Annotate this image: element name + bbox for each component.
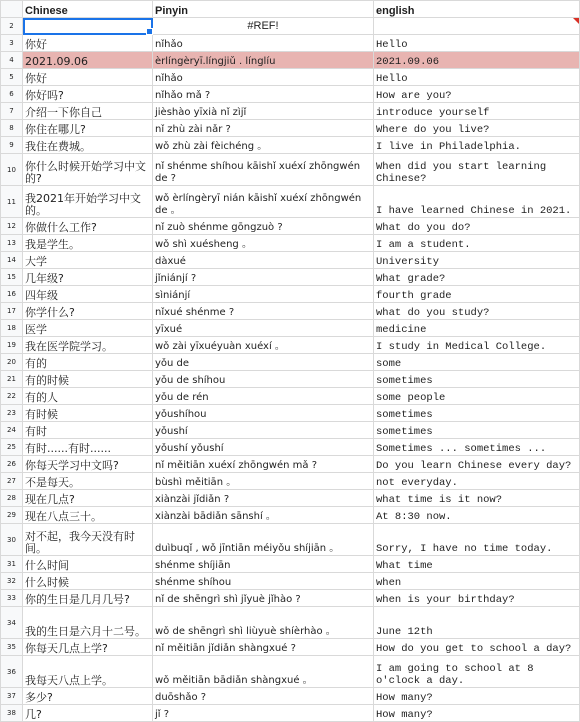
cell-english[interactable]: some [374,354,580,371]
cell-chinese[interactable]: 不是每天。 [23,473,153,490]
table-row [1,154,580,186]
header-row [1,1,580,18]
table-row [1,422,580,439]
cell-chinese[interactable]: 什么时间 [23,556,153,573]
cell-chinese[interactable]: 大学 [23,252,153,269]
cell-chinese[interactable]: 什么时候 [23,573,153,590]
table-row [1,405,580,422]
table-row [1,303,580,320]
cell-pinyin[interactable]: shénme shíhou [153,573,374,590]
cell-pinyin[interactable]: wǒ zhù zài fèichéng 。 [153,137,374,154]
table-row [1,473,580,490]
table-row [1,86,580,103]
row-number[interactable]: 26 [1,456,23,473]
table-row [1,573,580,590]
table-row [1,388,580,405]
error-indicator-cell[interactable] [374,18,580,35]
table-row [1,35,580,52]
row-number[interactable]: 38 [1,705,23,722]
cell-english[interactable]: Sorry, I have no time today. [374,524,580,556]
cell-pinyin[interactable]: wǒ èrlíngèryī nián kāishǐ xuéxí zhōngwén de 。 [153,186,374,218]
row-number[interactable]: 37 [1,688,23,705]
cell-pinyin[interactable]: jǐniánjí ? [153,269,374,286]
table-row [1,235,580,252]
cell-english[interactable]: I live in Philadelphia. [374,137,580,154]
cell-pinyin[interactable]: xiànzài jǐdiǎn ? [153,490,374,507]
row-number[interactable]: 18 [1,320,23,337]
cell-chinese[interactable]: 你学什么? [23,303,153,320]
cell-pinyin[interactable]: nǐ zhù zài nǎr ? [153,120,374,137]
cell-english[interactable]: What grade? [374,269,580,286]
row-number[interactable]: 36 [1,656,23,688]
table-row [1,456,580,473]
table-row [1,269,580,286]
cell-english[interactable]: At 8:30 now. [374,507,580,524]
table-row [1,103,580,120]
row-number[interactable]: 33 [1,590,23,607]
cell-pinyin[interactable]: yīxué [153,320,374,337]
cell-chinese[interactable]: 介绍一下你自己 [23,103,153,120]
row-number[interactable]: 28 [1,490,23,507]
row-number[interactable]: 15 [1,269,23,286]
row-number[interactable]: 34 [1,607,23,639]
cell-english[interactable]: I am going to school at 8 o'clock a day. [374,656,580,688]
cell-pinyin[interactable]: nǐ de shēngrì shì jǐyuè jǐhào ? [153,590,374,607]
column-header-pinyin[interactable]: Pinyin [153,1,374,18]
cell-english[interactable]: What time [374,556,580,573]
table-row [1,137,580,154]
table-row [1,556,580,573]
cell-pinyin[interactable]: dàxué [153,252,374,269]
row-number[interactable]: 17 [1,303,23,320]
table-row [1,186,580,218]
table-row [1,705,580,722]
cell-pinyin[interactable]: nǐ měitiān jǐdiǎn shàngxué ? [153,639,374,656]
row-number[interactable]: 29 [1,507,23,524]
cell-english[interactable]: sometimes [374,422,580,439]
cell-pinyin[interactable]: yǒushí yǒushí [153,439,374,456]
cell-chinese[interactable]: 我在医学院学习。 [23,337,153,354]
row-number[interactable]: 4 [1,52,23,69]
cell-english[interactable]: when is your birthday? [374,590,580,607]
cell-chinese[interactable]: 我每天八点上学。 [23,656,153,688]
cell-english[interactable]: How are you? [374,86,580,103]
cell-english[interactable]: University [374,252,580,269]
cell-chinese[interactable]: 几? [23,705,153,722]
cell-chinese[interactable]: 四年级 [23,286,153,303]
cell-pinyin[interactable]: duìbuqǐ , wǒ jīntiān méiyǒu shíjiān 。 [153,524,374,556]
cell-pinyin[interactable]: yǒu de [153,354,374,371]
cell-chinese[interactable]: 你好吗? [23,86,153,103]
row-number[interactable]: 19 [1,337,23,354]
row-number[interactable]: 30 [1,524,23,556]
cell-chinese[interactable]: 我是学生。 [23,235,153,252]
row-number[interactable]: 20 [1,354,23,371]
row-number[interactable]: 31 [1,556,23,573]
cell-pinyin[interactable]: wǒ měitiān bādiǎn shàngxué 。 [153,656,374,688]
cell-chinese[interactable]: 现在几点? [23,490,153,507]
cell-chinese[interactable]: 有时 [23,422,153,439]
cell-english[interactable]: 2021.09.06 [374,52,580,69]
table-row [1,69,580,86]
row-number[interactable]: 13 [1,235,23,252]
row-number[interactable]: 23 [1,405,23,422]
cell-chinese[interactable]: 有时......有时...... [23,439,153,456]
cell-english[interactable]: I study in Medical College. [374,337,580,354]
cell-chinese[interactable]: 有的 [23,354,153,371]
row-number[interactable]: 5 [1,69,23,86]
cell-pinyin[interactable]: nǐ měitiān xuéxí zhōngwén mǎ ? [153,456,374,473]
cell-pinyin[interactable]: yǒu de rén [153,388,374,405]
cell-english[interactable]: when [374,573,580,590]
row-number[interactable]: 11 [1,186,23,218]
cell-pinyin[interactable]: nǐhǎo [153,69,374,86]
cell-pinyin[interactable]: wǒ shì xuésheng 。 [153,235,374,252]
row-number[interactable]: 21 [1,371,23,388]
row-number[interactable] [1,1,23,18]
cell-english[interactable]: I have learned Chinese in 2021. [374,186,580,218]
cell-english[interactable]: Where do you live? [374,120,580,137]
cell-english[interactable]: Sometimes ... sometimes ... [374,439,580,456]
cell-chinese[interactable]: 你做什么工作? [23,218,153,235]
row-number[interactable]: 27 [1,473,23,490]
cell-chinese[interactable]: 你好 [23,35,153,52]
cell-english[interactable]: How do you get to school a day? [374,639,580,656]
cell-english[interactable]: Hello [374,69,580,86]
cell-english[interactable]: sometimes [374,405,580,422]
table-row [1,524,580,556]
cell-pinyin[interactable]: duōshǎo ? [153,688,374,705]
cell-pinyin[interactable]: jièshào yīxià nǐ zìjǐ [153,103,374,120]
table-row [1,607,580,639]
cell-pinyin[interactable]: wǒ de shēngrì shì liùyuè shíèrhào 。 [153,607,374,639]
table-row [1,320,580,337]
cell-english[interactable]: What do you do? [374,218,580,235]
cell-pinyin[interactable]: nǐ shénme shíhou kāishǐ xuéxí zhōngwén de ? [153,154,374,186]
table-row [1,354,580,371]
cell-english[interactable]: When did you start learning Chinese? [374,154,580,186]
cell-chinese[interactable]: 2021.09.06 [23,52,153,69]
row-number[interactable]: 24 [1,422,23,439]
cell-english[interactable]: I am a student. [374,235,580,252]
table-row [1,688,580,705]
cell-english[interactable]: fourth grade [374,286,580,303]
cell-chinese[interactable]: 有的人 [23,388,153,405]
cell-english[interactable]: Hello [374,35,580,52]
row-number[interactable]: 35 [1,639,23,656]
row-number[interactable]: 2 [1,18,23,35]
cell-english[interactable]: medicine [374,320,580,337]
cell-english[interactable]: some people [374,388,580,405]
cell-chinese[interactable]: 你每天几点上学? [23,639,153,656]
row-number[interactable]: 22 [1,388,23,405]
row-number[interactable]: 14 [1,252,23,269]
row-number[interactable]: 16 [1,286,23,303]
cell-pinyin[interactable]: nǐ zuò shénme gōngzuò ? [153,218,374,235]
row-number[interactable]: 12 [1,218,23,235]
selected-cell[interactable] [23,18,153,35]
cell-pinyin[interactable]: nǐhǎo mǎ ? [153,86,374,103]
table-row [1,639,580,656]
cell-english[interactable]: How many? [374,705,580,722]
cell-english[interactable]: not everyday. [374,473,580,490]
error-indicator-icon [573,18,579,24]
cell-pinyin[interactable]: sìniánjí [153,286,374,303]
cell-pinyin[interactable]: yǒushíhou [153,405,374,422]
cell-pinyin[interactable]: èrlíngèryī.língjiǔ . línglíu [153,52,374,69]
cell-english[interactable]: How many? [374,688,580,705]
row-number[interactable]: 9 [1,137,23,154]
cell-pinyin[interactable]: wǒ zài yīxuéyuàn xuéxí 。 [153,337,374,354]
cell-chinese[interactable]: 我的生日是六月十二号。 [23,607,153,639]
table-row [1,52,580,69]
cell-chinese[interactable]: 你什么时候开始学习中文的? [23,154,153,186]
cell-english[interactable]: sometimes [374,371,580,388]
cell-chinese[interactable]: 你住在哪儿? [23,120,153,137]
cell-pinyin[interactable]: shénme shíjiān [153,556,374,573]
cell-chinese[interactable]: 我2021年开始学习中文的。 [23,186,153,218]
ref-error-cell[interactable]: #REF! [153,18,374,35]
cell-english[interactable]: introduce yourself [374,103,580,120]
cell-chinese[interactable]: 你好 [23,69,153,86]
table-row [1,439,580,456]
cell-chinese[interactable]: 几年级? [23,269,153,286]
ref-row [1,18,580,35]
table-row [1,490,580,507]
cell-pinyin[interactable]: jǐ ? [153,705,374,722]
cell-chinese[interactable]: 有时候 [23,405,153,422]
cell-pinyin[interactable]: bùshì měitiān 。 [153,473,374,490]
cell-pinyin[interactable]: yǒu de shíhou [153,371,374,388]
cell-chinese[interactable]: 你的生日是几月几号? [23,590,153,607]
table-row [1,656,580,688]
cell-chinese[interactable]: 医学 [23,320,153,337]
cell-english[interactable]: what time is it now? [374,490,580,507]
table-row [1,286,580,303]
cell-english[interactable]: Do you learn Chinese every day? [374,456,580,473]
cell-pinyin[interactable]: nǐxué shénme ? [153,303,374,320]
cell-chinese[interactable]: 你每天学习中文吗? [23,456,153,473]
cell-chinese[interactable]: 对不起，我今天没有时间。 [23,524,153,556]
table-row [1,120,580,137]
table-row [1,252,580,269]
cell-chinese[interactable]: 多少? [23,688,153,705]
table-row [1,218,580,235]
table-row [1,371,580,388]
cell-pinyin[interactable]: xiànzài bādiǎn sānshí 。 [153,507,374,524]
row-number[interactable]: 25 [1,439,23,456]
table-row [1,507,580,524]
table-row [1,590,580,607]
cell-chinese[interactable]: 我住在费城。 [23,137,153,154]
row-number[interactable]: 10 [1,154,23,186]
row-number[interactable]: 32 [1,573,23,590]
column-header-chinese[interactable]: Chinese [23,1,153,18]
cell-english[interactable]: June 12th [374,607,580,639]
cell-chinese[interactable]: 有的时候 [23,371,153,388]
row-number[interactable]: 8 [1,120,23,137]
cell-pinyin[interactable]: yǒushí [153,422,374,439]
cell-pinyin[interactable]: nǐhǎo [153,35,374,52]
row-number[interactable]: 6 [1,86,23,103]
cell-english[interactable]: what do you study? [374,303,580,320]
row-number[interactable]: 7 [1,103,23,120]
column-header-english[interactable]: english [374,1,580,18]
row-number[interactable]: 3 [1,35,23,52]
table-row [1,337,580,354]
cell-chinese[interactable]: 现在八点三十。 [23,507,153,524]
